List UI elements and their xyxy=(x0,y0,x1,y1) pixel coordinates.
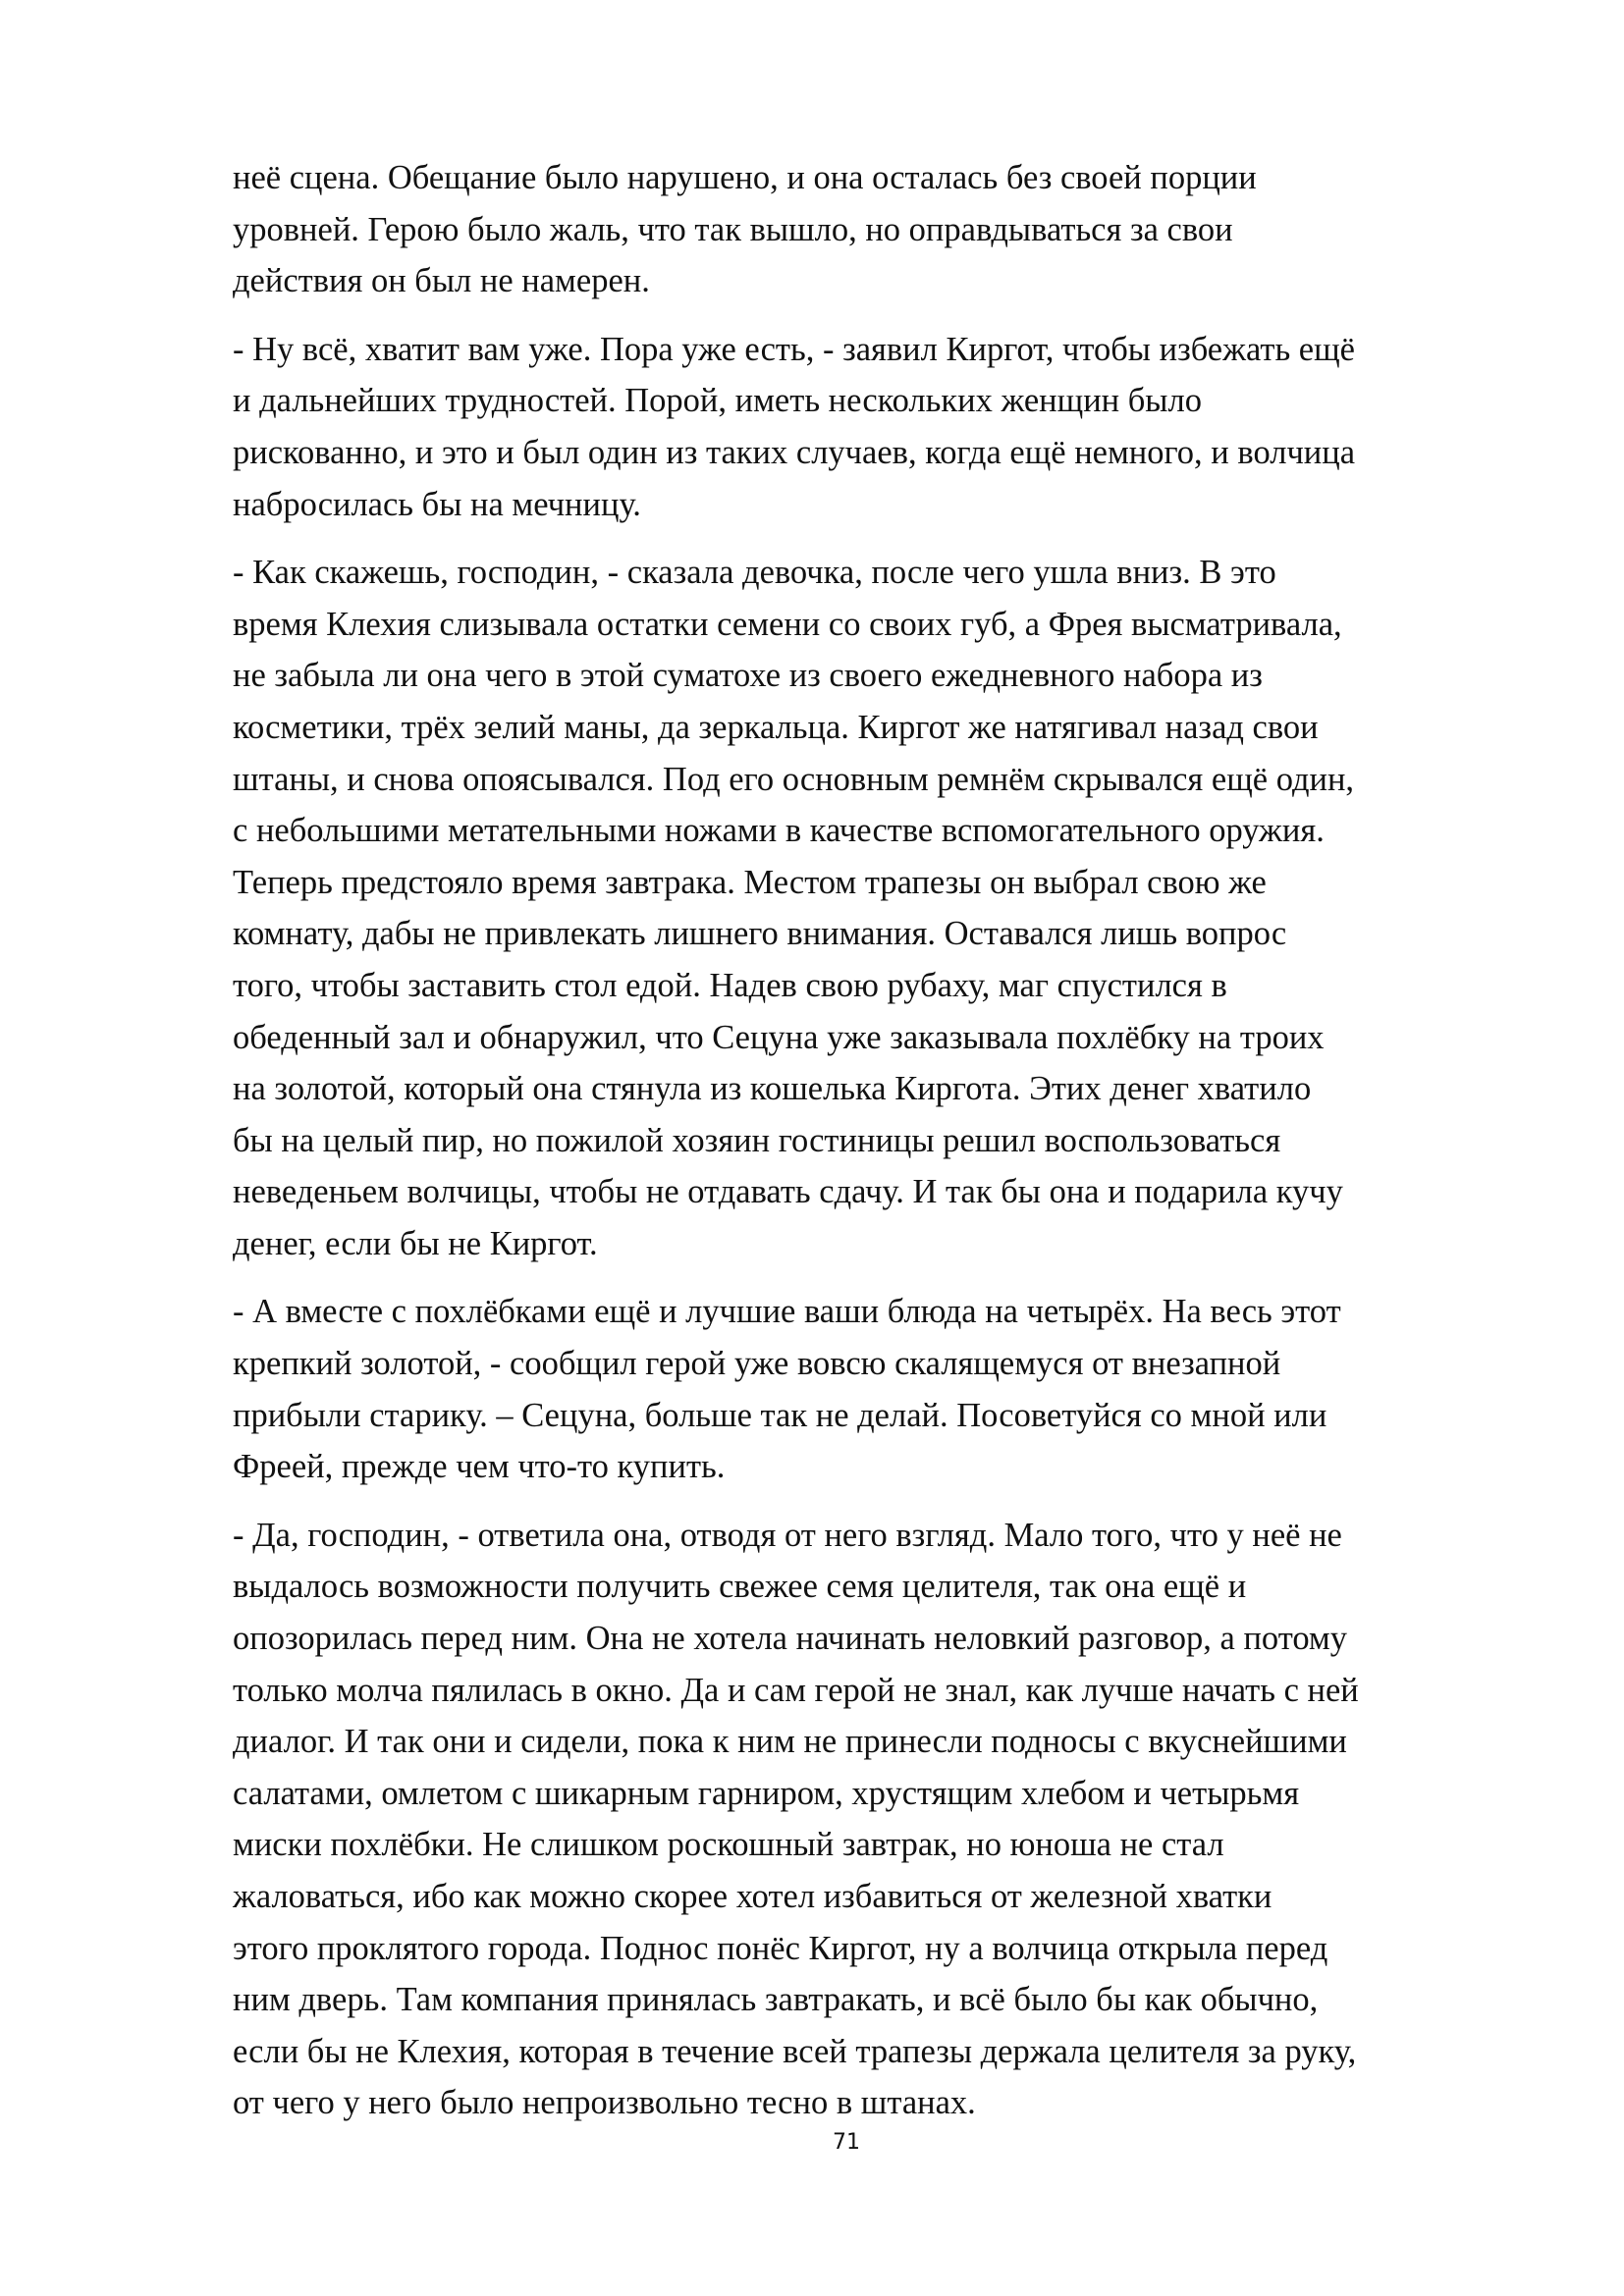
text-line: Фреей, прежде чем что-то купить. xyxy=(233,1448,726,1486)
text-line: уровней. Герою было жаль, что так вышло, но оправдываться за свои xyxy=(233,210,1233,248)
text-line: с небольшими метательными ножами в качестве вспомогательного оружия. xyxy=(233,812,1325,850)
text-line: миски похлёбки. Не слишком роскошный завтрак, но юноша не стал xyxy=(233,1826,1224,1864)
text-line: ним дверь. Там компания принялась завтракать, и всё было бы как обычно, xyxy=(233,1981,1319,2019)
text-line: - Да, господин, - ответила она, отводя от него взгляд. Мало того, что у неё не xyxy=(233,1516,1342,1554)
text-line: того, чтобы заставить стол едой. Надев свою рубаху, маг спустился в xyxy=(233,966,1227,1004)
text-line: неведеньем волчицы, чтобы не отдавать сдачу. И так бы она и подарила кучу xyxy=(233,1173,1343,1211)
text-line: - Как скажешь, господин, - сказала девочка, после чего ушла вниз. В это xyxy=(233,554,1276,592)
text-line: - А вместе с похлёбками ещё и лучшие ваши блюда на четырёх. На весь этот xyxy=(233,1293,1341,1331)
text-line: этого проклятого города. Поднос понёс Киргот, ну а волчица открыла перед xyxy=(233,1929,1328,1967)
text-line: время Клехия слизывала остатки семени со своих губ, а Фрея высматривала, xyxy=(233,605,1342,643)
text-line: если бы не Клехия, которая в течение всей трапезы держала целителя за руку, xyxy=(233,2032,1357,2070)
text-line: от чего у него было непроизвольно тесно в штанах. xyxy=(233,2084,976,2122)
text-line: действия он был не намерен. xyxy=(233,262,650,300)
paragraph xyxy=(233,152,1529,307)
paragraph xyxy=(233,1286,1529,1492)
text-line: опозорилась перед ним. Она не хотела начинать неловкий разговор, а потому xyxy=(233,1620,1348,1658)
text-line: выдалось возможности получить свежее семя целителя, так она ещё и xyxy=(233,1568,1247,1606)
text-line: денег, если бы не Киргот. xyxy=(233,1224,598,1262)
text-line: косметики, трёх зелий маны, да зеркальца. Киргот же натягивал назад свои xyxy=(233,708,1319,746)
text-line: прибыли старику. – Сецуна, больше так не делай. Посоветуйся со мной или xyxy=(233,1396,1327,1434)
paragraph xyxy=(233,547,1529,1269)
text-line: диалог. И так они и сидели, пока к ним не принесли подносы с вкуснейшими xyxy=(233,1723,1347,1761)
text-line: не забыла ли она чего в этой суматохе из своего ежедневного набора из xyxy=(233,657,1263,695)
text-line: - Ну всё, хватит вам уже. Пора уже есть, - заявил Киргот, чтобы избежать ещё xyxy=(233,330,1355,368)
text-line: жаловаться, ибо как можно скорее хотел избавиться от железной хватки xyxy=(233,1878,1272,1915)
text-line: и дальнейших трудностей. Порой, иметь нескольких женщин было xyxy=(233,382,1202,420)
text-line: Теперь предстояло время завтрака. Местом трапезы он выбрал свою же xyxy=(233,863,1267,901)
text-line: неё сцена. Обещание было нарушено, и она осталась без своей порции xyxy=(233,159,1257,196)
paragraph xyxy=(233,1510,1529,2129)
text-line: крепкий золотой, - сообщил герой уже вовсю скалящемуся от внезапной xyxy=(233,1345,1281,1383)
text-line: на золотой, который она стянула из кошелька Киргота. Этих денег хватило xyxy=(233,1070,1312,1108)
text-line: набросилась бы на мечницу. xyxy=(233,485,641,523)
text-line: рискованно, и это и был один из таких случаев, когда ещё немного, и волчица xyxy=(233,433,1356,471)
page-number: 71 xyxy=(833,2130,860,2155)
text-line: бы на целый пир, но пожилой хозяин гостиницы решил воспользоваться xyxy=(233,1121,1281,1159)
text-line: только молча пялилась в окно. Да и сам герой не знал, как лучше начать с ней xyxy=(233,1671,1359,1709)
text-line: штаны, и снова опоясывался. Под его основным ремнём скрывался ещё один, xyxy=(233,760,1355,798)
paragraph xyxy=(233,324,1529,530)
text-line: комнату, дабы не привлекать лишнего внимания. Оставался лишь вопрос xyxy=(233,915,1287,953)
body-text xyxy=(233,152,1529,2146)
text-line: обеденный зал и обнаружил, что Сецуна уже заказывала похлёбку на троих xyxy=(233,1018,1325,1056)
text-line: салатами, омлетом с шикарным гарниром, хрустящим хлебом и четырьмя xyxy=(233,1774,1300,1812)
